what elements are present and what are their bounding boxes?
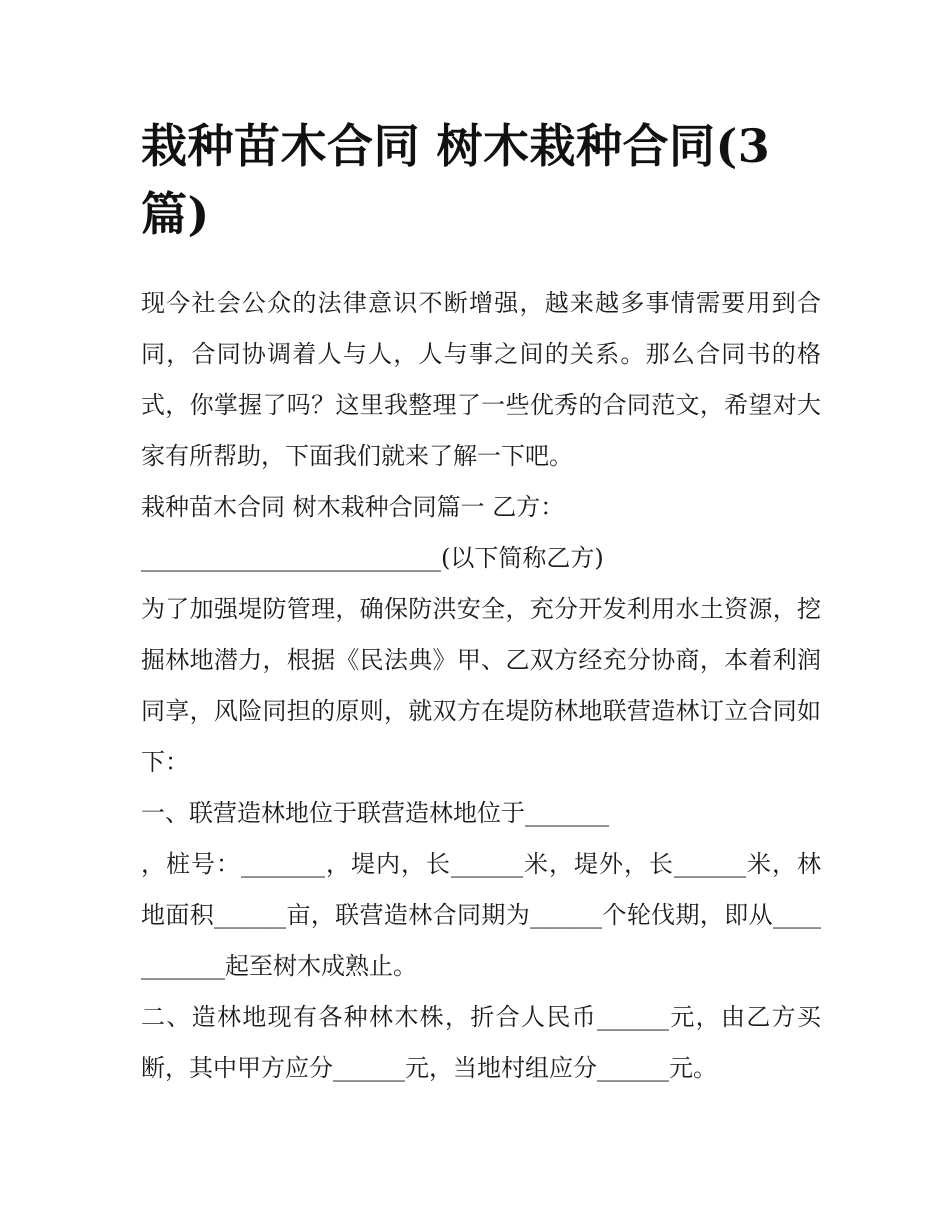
- preamble-paragraph: 为了加强堤防管理，确保防洪安全，充分开发利用水土资源，挖掘林地潜力，根据《民法典》甲、乙双方经充分协商，本着利润同享，风险同担的原则，就双方在堤防林地联营造林订立合同如下：: [141, 595, 821, 776]
- document-content: [141, 112, 821, 1094]
- intro-paragraph: 现今社会公众的法律意识不断增强，越来越多事情需要用到合同，合同协调着人与人，人与事之间的关系。那么合同书的格式，你掌握了吗？这里我整理了一些优秀的合同范文，希望对大家有所帮助，下面我们就来了解一下吧。: [141, 289, 821, 470]
- document-body: [141, 278, 821, 1094]
- clause-1-location: 一、联营造林地位于联营造林地位于_______: [141, 799, 609, 827]
- clause-2-trees: 二、造林地现有各种林木株，折合人民币______元，由乙方买断，其中甲方应分______元，当地村组应分______元。: [141, 1003, 821, 1082]
- section-heading-party-b: 栽种苗木合同 树木栽种合同篇一 乙方：: [141, 493, 565, 521]
- party-b-blank-line: _________________________(以下简称乙方): [141, 544, 604, 572]
- clause-1-details: ，桩号：_______，堤内，长______米，堤外，长______米，林地面积______亩，联营造林合同期为______个轮伐期，即从___________起至树木成熟止。: [141, 850, 821, 980]
- document-title: 栽种苗木合同 树木栽种合同(3篇): [141, 119, 771, 241]
